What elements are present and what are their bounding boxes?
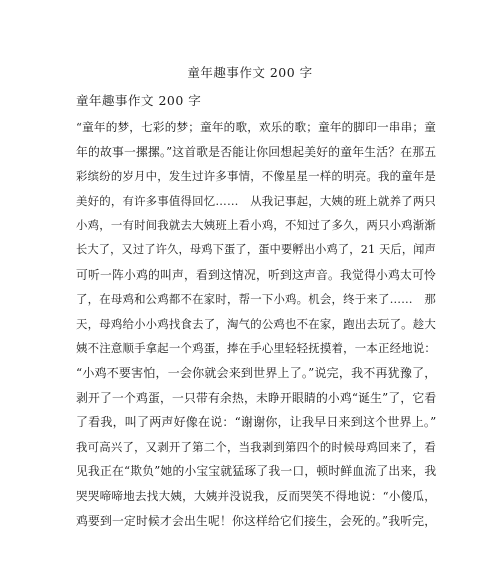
document-body	[76, 118, 436, 536]
body-line: 剥开了一个鸡蛋，一只带有余热，未睁开眼睛的小鸡“诞生”了，它看	[76, 390, 437, 405]
body-line: 天，母鸡给小小鸡找食去了，淘气的公鸡也不在家，跑出去玩了。趁大	[76, 316, 436, 331]
body-line: 长大了，又过了许久，母鸡下蛋了，蛋中要孵出小鸡了，21 天后，闻声	[76, 242, 437, 256]
document-subtitle: 童年趣事作文 200 字	[76, 93, 202, 108]
document-title: 童年趣事作文 200 字	[187, 65, 313, 80]
body-line: 我可高兴了，又剥开了第二个，当我剥到第四个的时候母鸡回来了，看	[76, 439, 436, 454]
body-line: 了，在母鸡和公鸡都不在家时，帮一下小鸡。机会，终于来了…… 那	[76, 292, 436, 307]
body-line: 可听一阵小鸡的叫声，看到这情况，听到这声音。我觉得小鸡太可怜	[76, 267, 436, 282]
body-line: 年的故事一摞摞。”这首歌是否能让你回想起美好的童年生活？在那五	[76, 144, 437, 159]
body-line: 小鸡，一有时间我就去大姨班上看小鸡，不知过了多久，两只小鸡渐渐	[76, 218, 436, 233]
body-line: 鸡要到一定时候才会出生呢！你这样给它们接生，会死的。”我听完，	[76, 513, 437, 528]
body-line: 美好的，有许多事值得回忆…… 从我记事起，大姨的班上就养了两只	[76, 193, 436, 208]
body-line: 姨不注意顺手拿起一个鸡蛋，捧在手心里轻轻抚摸着，一本正经地说：	[76, 341, 436, 356]
body-line: 哭哭啼啼地去找大姨，大姨并没说我，反而哭笑不得地说：“小傻瓜，	[76, 488, 436, 503]
body-line: “小鸡不要害怕，一会你就会来到世界上了。”说完，我不再犹豫了，	[76, 365, 437, 380]
body-line: 见我正在“欺负”她的小宝宝就猛琢了我一口，顿时鲜血流了出来，我	[76, 464, 437, 479]
body-line: “童年的梦，七彩的梦；童年的歌，欢乐的歌；童年的脚印一串串；童	[76, 120, 436, 134]
body-line: 了看我，叫了两声好像在说：“谢谢你，让我早日来到这个世界上。”	[76, 415, 437, 430]
body-line: 彩缤纷的岁月中，发生过许多事情，不像星星一样的明亮。我的童年是	[76, 169, 436, 184]
